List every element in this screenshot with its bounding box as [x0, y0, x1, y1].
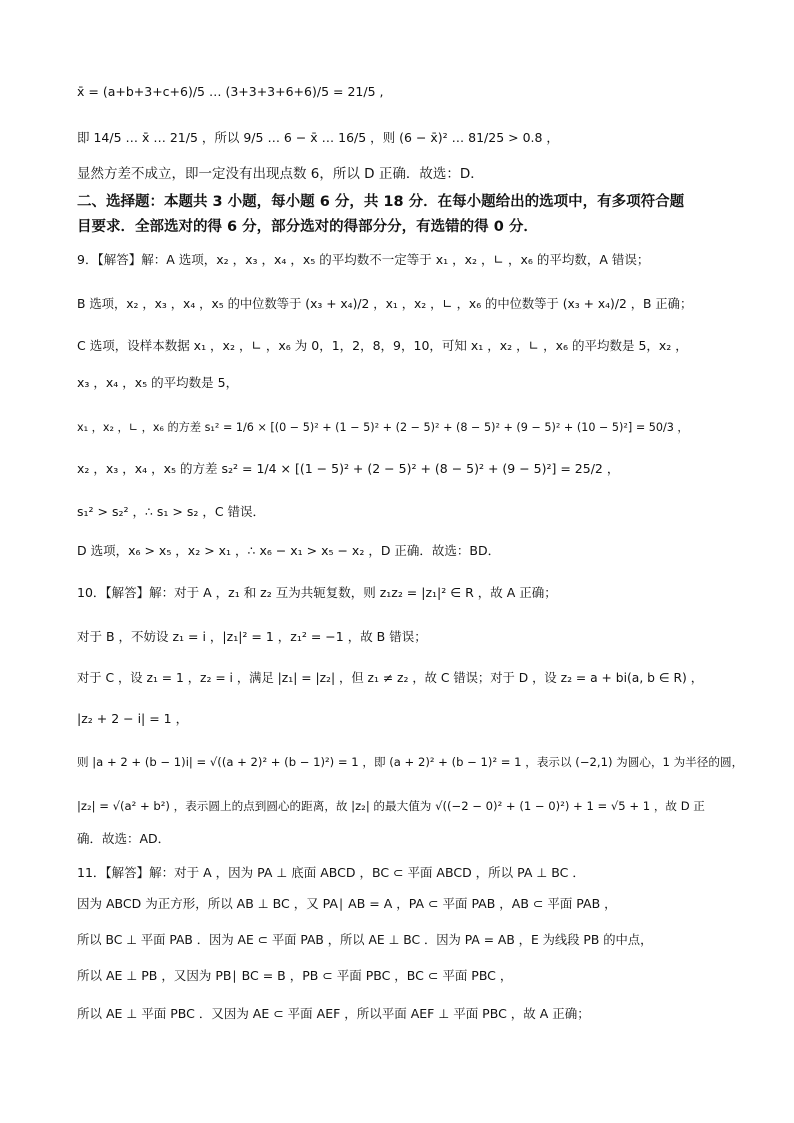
text-line: x₂ ，x₃ ，x₄ ，x₅ 的方差 s₂² = 1/4 × [(1 − 5)² + (2 − 5)² + (8 − 5)² + (9 − 5)²] = 25/2 ， — [77, 461, 620, 476]
section-heading: 二、选择题：本题共 3 小题，每小题 6 分，共 18 分．在每小题给出的选项中，有多项符合题 — [77, 194, 685, 210]
text-line: 9．【解答】解：A 选项，x₂ ，x₃ ，x₄ ，x₅ 的平均数不一定等于 x₁ ，x₂ ，∟ ，x₆ 的平均数，A 错误； — [77, 252, 650, 267]
text-line: 则 |a + 2 + (b − 1)i| = √((a + 2)² + (b − 1)²) = 1 ，即 (a + 2)² + (b − 1)² = 1 ，表示以 (−2,1) 为圆心，1 为半径的圆， — [77, 755, 744, 769]
text-line: C 选项，设样本数据 x₁ ，x₂ ，∟ ，x₆ 为 0，1，2，8，9，10，可知 x₁ ，x₂ ，∟ ，x₆ 的平均数是 5，x₂ ， — [77, 338, 688, 353]
text-line: s₁² > s₂² ，∴ s₁ > s₂ ，C 错误． — [77, 504, 266, 519]
text-line: x̄ = (a+b+3+c+6)/5 … (3+3+3+6+6)/5 = 21/5 , — [77, 84, 384, 99]
text-line: 显然方差不成立，即一定没有出现点数 6，所以 D 正确．故选：D． — [77, 166, 484, 182]
text-line: 对于 C ，设 z₁ = 1 ，z₂ = i ，满足 |z₁| = |z₂| ，但 z₁ ≠ z₂ ，故 C 错误；对于 D ，设 z₂ = a + bi(a, b ∈ R) ， — [77, 671, 704, 685]
text-line: 所以 BC ⊥ 平面 PAB ．因为 AE ⊂ 平面 PAB ，所以 AE ⊥ BC ．因为 PA = AB ，E 为线段 PB 的中点， — [77, 933, 653, 947]
text-line: 11．【解答】解：对于 A ，因为 PA ⊥ 底面 ABCD ，BC ⊂ 平面 ABCD ，所以 PA ⊥ BC ． — [77, 865, 585, 880]
text-line: 所以 AE ⊥ 平面 PBC ．又因为 AE ⊂ 平面 AEF ，所以平面 AEF ⊥ 平面 PBC ，故 A 正确； — [77, 1006, 590, 1021]
section-heading: 目要求．全部选对的得 6 分，部分选对的得部分分，有选错的得 0 分． — [77, 219, 538, 235]
text-line: x₁ ，x₂ ，∟ ，x₆ 的方差 s₁² = 1/6 × [(0 − 5)² + (1 − 5)² + (2 − 5)² + (8 − 5)² + (9 − 5)² + (10 − 5)²] = 50/3 ， — [77, 421, 689, 434]
text-line: 确．故选：AD． — [77, 831, 171, 846]
text-line: |z₂ + 2 − i| = 1 ， — [77, 711, 189, 726]
text-line: x₃ ，x₄ ，x₅ 的平均数是 5， — [77, 375, 239, 390]
text-line: B 选项，x₂ ，x₃ ，x₄ ，x₅ 的中位数等于 (x₃ + x₄)/2 ，x₁ ，x₂ ，∟ ，x₆ 的中位数等于 (x₃ + x₄)/2 ，B 正确； — [77, 297, 693, 311]
text-line: 即 14/5 … x̄ … 21/5 ，所以 9/5 … 6 − x̄ … 16/5 ，则 (6 − x̄)² … 81/25 > 0.8 ， — [77, 130, 559, 145]
text-line: |z₂| = √(a² + b²) ，表示圆上的点到圆心的距离，故 |z₂| 的最大值为 √((−2 − 0)² + (1 − 0)²) + 1 = √5 + 1 ，故 D 正 — [77, 799, 705, 813]
text-line: 10．【解答】解：对于 A ，z₁ 和 z₂ 互为共轭复数，则 z₁z₂ = |z₁|² ∈ R ，故 A 正确； — [77, 585, 557, 600]
text-line: 对于 B ，不妨设 z₁ = i ，|z₁|² = 1 ，z₁² = −1 ，故 B 错误； — [77, 629, 427, 644]
text-line: 所以 AE ⊥ PB ，又因为 PB∣ BC = B ，PB ⊂ 平面 PBC ，BC ⊂ 平面 PBC ， — [77, 968, 513, 983]
text-line: 因为 ABCD 为正方形，所以 AB ⊥ BC ，又 PA∣ AB = A ，PA ⊂ 平面 PAB ，AB ⊂ 平面 PAB ， — [77, 896, 617, 911]
text-line: D 选项，x₆ > x₅ ，x₂ > x₁ ，∴ x₆ − x₁ > x₅ − x₂ ，D 正确．故选：BD． — [77, 543, 501, 558]
